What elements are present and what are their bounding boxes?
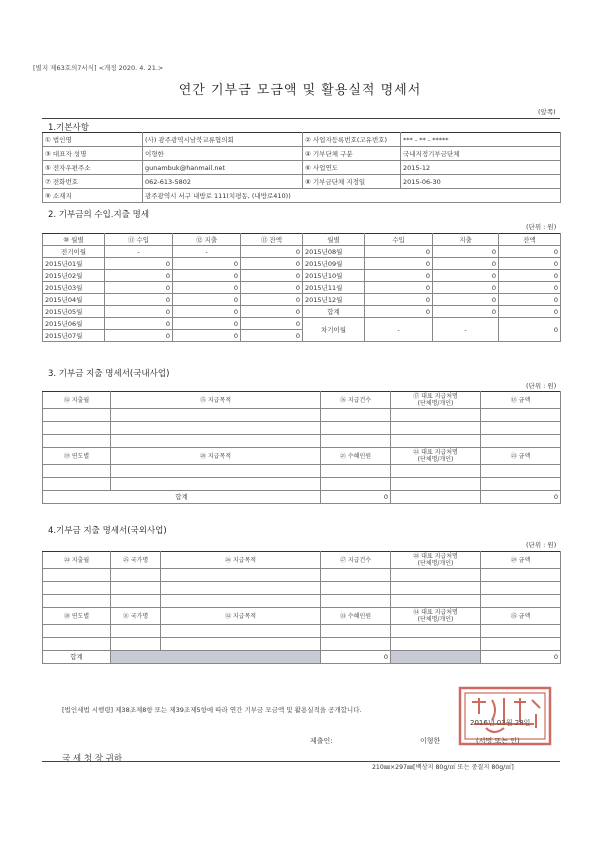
column-header: ㉛ 국가명 [111, 608, 161, 625]
blank-cell [321, 582, 391, 595]
domestic-unit: (단위 : 원) [526, 382, 557, 390]
column-header: ㉔ 지출월 [43, 552, 111, 569]
expense-value: 0 [433, 258, 499, 270]
field-value: 2015-12 [401, 161, 561, 175]
income-value: 0 [105, 306, 173, 318]
column-header-line: (단체명/개인) [417, 616, 454, 623]
column-header-line: ⑰ 대표 지급처명 [413, 393, 458, 400]
field-value: 이형한 [143, 147, 303, 161]
income-value: 0 [105, 318, 173, 330]
expense-value: 0 [433, 294, 499, 306]
balance-value: 0 [499, 306, 561, 318]
balance-value: 0 [499, 282, 561, 294]
address-value: 광주광역시 서구 내방로 111(치평동, (내방로410)) [143, 189, 561, 203]
income-value: 0 [365, 294, 433, 306]
table-row [43, 318, 561, 330]
income-value: 0 [365, 270, 433, 282]
column-header: ⑳ 지급목적 [111, 448, 321, 465]
column-header [391, 608, 481, 625]
table-row [43, 294, 561, 306]
balance-value: 0 [241, 282, 303, 294]
blank-cell [321, 595, 391, 608]
income-value: - [105, 246, 173, 258]
table-row [43, 478, 561, 491]
field-label: ⑧ 기부금단체 지정일 [303, 175, 401, 189]
field-label: ⑨ 소재지 [43, 189, 143, 203]
month-label: 2015년12월 [303, 294, 365, 306]
expense-value: 0 [433, 270, 499, 282]
table-row [43, 608, 561, 625]
field-value: 국내지정기부금단체 [401, 147, 561, 161]
blank-cell [43, 569, 111, 582]
blank-cell [111, 478, 321, 491]
page-title: 연간 기부금 모금액 및 활용실적 명세서 [178, 83, 422, 98]
table-row [43, 270, 561, 282]
section-overseas-heading: 4.기부금 지출 명세서(국외사업) [48, 526, 167, 536]
column-header: ㉚ 연도별 [43, 608, 111, 625]
table-row [43, 189, 561, 203]
basic-info-table [42, 132, 561, 203]
blank-cell [111, 638, 161, 651]
official-seal-icon [456, 684, 554, 748]
paper-spec: 210㎜×297㎜[백상지 80g/㎡ 또는 중질지 80g/㎡] [372, 764, 514, 771]
blank-cell [111, 409, 321, 422]
income-value: 0 [365, 258, 433, 270]
table-row [43, 448, 561, 465]
overseas-unit: (단위 : 원) [526, 541, 557, 549]
overseas-table [42, 551, 561, 664]
blank-cell [321, 409, 391, 422]
blank-cell [391, 465, 481, 478]
month-label: 전기이월 [43, 246, 105, 258]
blank-cell [391, 435, 481, 448]
column-header: ㉓ 금액 [481, 448, 561, 465]
section-income-heading: 2. 기부금의 수입.지출 명세 [48, 210, 150, 220]
expense-value: 0 [173, 318, 241, 330]
month-label: 2015년04월 [43, 294, 105, 306]
column-header: ⑮ 지급목적 [111, 392, 321, 409]
column-header: ㉖ 지급목적 [161, 552, 321, 569]
blank-cell [111, 582, 161, 595]
recipient: 국 세 청 장 귀하 [62, 754, 123, 764]
signature-note: (서명 또는 인) [476, 737, 520, 745]
blank-cell [43, 435, 111, 448]
column-header-line: (단체명/개인) [417, 456, 454, 463]
blank-cell [111, 651, 321, 664]
expense-value: 0 [433, 306, 499, 318]
total-label: 합계 [43, 491, 321, 504]
blank-cell [111, 435, 321, 448]
income-value: 0 [105, 330, 173, 342]
table-row [43, 491, 561, 504]
column-header-line: (단체명/개인) [417, 400, 454, 407]
blank-cell [481, 569, 561, 582]
field-label: ⑦ 전화번호 [43, 175, 143, 189]
balance-value: 0 [241, 270, 303, 282]
column-header: ㉕ 국가명 [111, 552, 161, 569]
balance-value: 0 [241, 306, 303, 318]
submitter-label: 제출인: [310, 737, 333, 745]
blank-cell [321, 625, 391, 638]
blank-cell [321, 465, 391, 478]
field-value: 062-613-5802 [143, 175, 303, 189]
month-label: 2015년01월 [43, 258, 105, 270]
section-domestic-heading: 3. 기부금 지출 명세서(국내사업) [48, 369, 170, 379]
blank-cell [391, 422, 481, 435]
field-label: ③ 대표자 성명 [43, 147, 143, 161]
blank-cell [321, 638, 391, 651]
blank-cell [321, 435, 391, 448]
table-row [43, 175, 561, 189]
column-header: ㉙ 금액 [481, 552, 561, 569]
column-header: ⑲ 연도별 [43, 448, 111, 465]
month-label: 2015년11월 [303, 282, 365, 294]
income-unit: (단위 : 원) [526, 223, 557, 231]
form-number: [별지 제63호의7서식] <개정 2020. 4. 21.> [33, 64, 164, 72]
balance-value: 0 [241, 258, 303, 270]
blank-cell [111, 625, 161, 638]
column-header: ⑭ 지출월 [43, 392, 111, 409]
income-table [42, 233, 561, 342]
field-value: 2015-06-30 [401, 175, 561, 189]
blank-cell [321, 422, 391, 435]
blank-cell [161, 582, 321, 595]
income-value: 0 [365, 282, 433, 294]
income-value: 0 [105, 294, 173, 306]
income-value: - [365, 318, 433, 342]
blank-cell [481, 595, 561, 608]
total-label: 합계 [43, 651, 111, 664]
month-label: 2015년08월 [303, 246, 365, 258]
month-label: 2015년05월 [43, 306, 105, 318]
blank-cell [321, 478, 391, 491]
column-header [391, 552, 481, 569]
blank-cell [391, 595, 481, 608]
blank-cell [481, 638, 561, 651]
balance-value: 0 [241, 318, 303, 330]
expense-value: - [433, 318, 499, 342]
blank-cell [481, 582, 561, 595]
table-row [43, 651, 561, 664]
field-label: ② 사업자등록번호(고유번호) [303, 133, 401, 147]
table-row [43, 392, 561, 409]
balance-value: 0 [499, 318, 561, 342]
table-row [43, 465, 561, 478]
blank-cell [321, 569, 391, 582]
blank-cell [481, 625, 561, 638]
month-label: 합계 [303, 306, 365, 318]
table-row [43, 595, 561, 608]
income-value: 0 [365, 306, 433, 318]
field-value: gunambuk@hanmail.net [143, 161, 303, 175]
column-header: ⑬ 잔액 [241, 234, 303, 246]
month-label: 차기이월 [303, 318, 365, 342]
table-row [43, 638, 561, 651]
column-header: 수입 [365, 234, 433, 246]
table-row [43, 409, 561, 422]
balance-value: 0 [499, 294, 561, 306]
blank-cell [43, 638, 111, 651]
blank-cell [481, 478, 561, 491]
column-header: ㉟ 금액 [481, 608, 561, 625]
column-header: ⑱ 금액 [481, 392, 561, 409]
blank-cell [481, 422, 561, 435]
column-header-line: ㉞ 대표 지급처명 [413, 609, 458, 616]
balance-value: 0 [499, 246, 561, 258]
expense-value: 0 [433, 246, 499, 258]
blank-cell [43, 478, 111, 491]
income-value: 0 [105, 282, 173, 294]
column-header-line: (단체명/개인) [417, 560, 454, 567]
blank-cell [481, 435, 561, 448]
legal-notice: [법인세법 시행령] 제38조제8항 또는 제39조제5항에 따라 연간 기부금 모금액 및 활용실적을 공개합니다. [62, 706, 362, 714]
blank-cell [161, 595, 321, 608]
table-row [43, 282, 561, 294]
blank-cell [111, 569, 161, 582]
blank-cell [391, 651, 481, 664]
expense-value: 0 [173, 282, 241, 294]
blank-cell [161, 569, 321, 582]
column-header [391, 392, 481, 409]
total-count: 0 [321, 491, 391, 504]
total-amount: 0 [481, 651, 561, 664]
expense-value: 0 [433, 282, 499, 294]
blank-cell [43, 595, 111, 608]
balance-value: 0 [241, 330, 303, 342]
column-header [391, 448, 481, 465]
blank-cell [161, 625, 321, 638]
section-rule [42, 118, 560, 119]
table-row [43, 306, 561, 318]
table-row [43, 246, 561, 258]
column-header-line: ㉘ 대표 지급처명 [413, 553, 458, 560]
column-header: 지출 [433, 234, 499, 246]
column-header: 월별 [303, 234, 365, 246]
blank-cell [161, 638, 321, 651]
balance-value: 0 [499, 270, 561, 282]
balance-value: 0 [499, 258, 561, 270]
blank-cell [481, 465, 561, 478]
field-label: ⑥ 사업연도 [303, 161, 401, 175]
page-side: (앞쪽) [538, 108, 556, 116]
table-row [43, 234, 561, 246]
blank-cell [391, 582, 481, 595]
blank-cell [481, 409, 561, 422]
blank-cell [111, 422, 321, 435]
field-label: ① 법인명 [43, 133, 143, 147]
month-label: 2015년03월 [43, 282, 105, 294]
table-row [43, 161, 561, 175]
table-row [43, 552, 561, 569]
table-row [43, 625, 561, 638]
table-row [43, 147, 561, 161]
column-header: ㉜ 지급목적 [161, 608, 321, 625]
expense-value: 0 [173, 294, 241, 306]
column-header: ⑫ 지출 [173, 234, 241, 246]
total-amount: 0 [481, 491, 561, 504]
domestic-table [42, 391, 561, 504]
table-row [43, 569, 561, 582]
blank-cell [43, 582, 111, 595]
balance-value: 0 [241, 294, 303, 306]
section-basic-heading: 1.기본사항 [48, 123, 89, 133]
table-row [43, 422, 561, 435]
field-value: *** - ** - ***** [401, 133, 561, 147]
blank-cell [391, 638, 481, 651]
month-label: 2015년09월 [303, 258, 365, 270]
month-label: 2015년06월 [43, 318, 105, 330]
month-label: 2015년10월 [303, 270, 365, 282]
expense-value: 0 [173, 306, 241, 318]
field-label: ④ 기부단체 구분 [303, 147, 401, 161]
column-header: 잔액 [499, 234, 561, 246]
column-header: ㉑ 수혜인원 [321, 448, 391, 465]
table-row [43, 435, 561, 448]
field-label: ⑤ 전자우편주소 [43, 161, 143, 175]
expense-value: 0 [173, 330, 241, 342]
blank-cell [111, 465, 321, 478]
blank-cell [391, 569, 481, 582]
month-label: 2015년07월 [43, 330, 105, 342]
column-header: ⑯ 지급건수 [321, 392, 391, 409]
month-label: 2015년02월 [43, 270, 105, 282]
submitter-name: 이형한 [420, 737, 441, 745]
submit-date: 2016년 03월 28일 [470, 719, 531, 727]
expense-value: 0 [173, 258, 241, 270]
income-value: 0 [105, 270, 173, 282]
blank-cell [43, 465, 111, 478]
blank-cell [391, 625, 481, 638]
income-value: 0 [365, 246, 433, 258]
blank-cell [111, 595, 161, 608]
balance-value: 0 [241, 246, 303, 258]
column-header: ⑩ 월별 [43, 234, 105, 246]
blank-cell [391, 478, 481, 491]
blank-cell [43, 625, 111, 638]
field-value: (사) 광주광역시남북교류협의회 [143, 133, 303, 147]
blank-cell [391, 409, 481, 422]
column-header: ⑪ 수입 [105, 234, 173, 246]
column-header: ㉗ 지급건수 [321, 552, 391, 569]
blank-cell [43, 422, 111, 435]
blank-cell [391, 491, 481, 504]
expense-value: - [173, 246, 241, 258]
column-header-line: ㉒ 대표 지급처명 [413, 449, 458, 456]
expense-value: 0 [173, 270, 241, 282]
income-value: 0 [105, 258, 173, 270]
table-row [43, 582, 561, 595]
total-count: 0 [321, 651, 391, 664]
column-header: ㉝ 수혜인원 [321, 608, 391, 625]
blank-cell [43, 409, 111, 422]
table-row [43, 133, 561, 147]
table-row [43, 258, 561, 270]
